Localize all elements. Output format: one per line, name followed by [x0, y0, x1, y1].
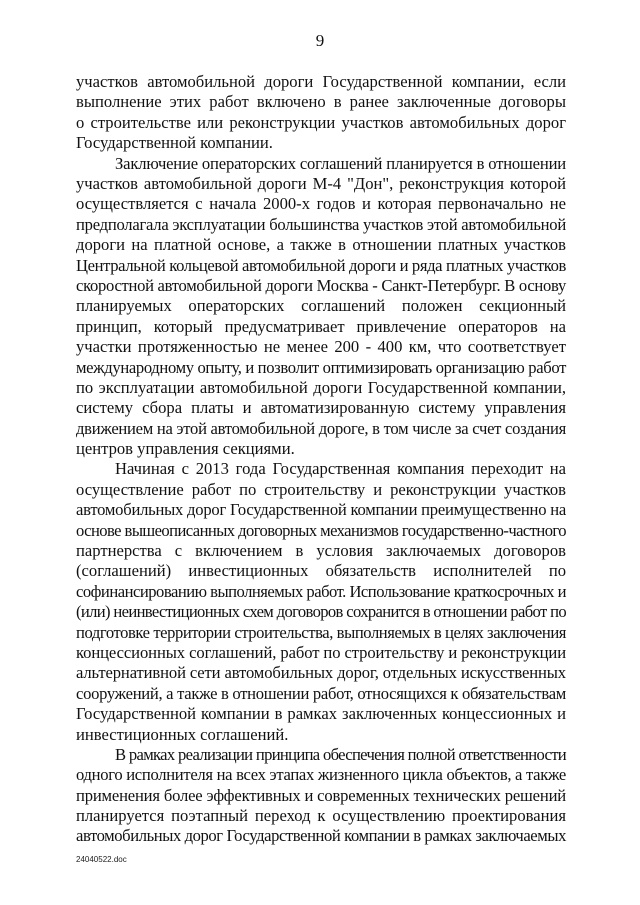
- text-line: концессионных соглашений, работ по строительству и реконструкции: [76, 642, 566, 662]
- text-line: движением на этой автомобильной дороге, в том числе за счет создания: [76, 418, 566, 438]
- text-line: основе вышеописанных договорных механизмов государственно-частного: [76, 520, 566, 540]
- text-line: участков автомобильной дороги Государственной компании, если: [76, 72, 566, 91]
- paragraph-4: [76, 745, 566, 847]
- page-number: 9: [315, 31, 325, 50]
- text-line: софинансированию выполняемых работ. Использование краткосрочных и: [76, 581, 566, 601]
- text-line: Начиная с 2013 года Государственная компания переходит на: [115, 459, 566, 479]
- text-line: автомобильных дорог Государственной компании в рамках заключаемых: [76, 826, 566, 846]
- text-line: автомобильных дорог Государственной компании преимущественно на: [76, 500, 566, 520]
- text-line: одного исполнителя на всех этапах жизненного цикла объектов, а также: [76, 765, 566, 785]
- text-line: систему сбора платы и автоматизированную систему управления: [76, 398, 566, 418]
- text-line: о строительстве или реконструкции участков автомобильных дорог: [76, 112, 566, 132]
- text-line: участки протяженностью не менее 200 - 400 км, что соответствует: [76, 337, 566, 357]
- paragraph-1: [76, 72, 566, 154]
- text-line: осуществляется с начала 2000-х годов и которая первоначально не: [76, 194, 566, 214]
- text-line: планируется поэтапный переход к осуществлению проектирования: [76, 806, 566, 826]
- text-line: инвестиционных соглашений.: [76, 724, 289, 744]
- text-line: В рамках реализации принципа обеспечения полной ответственности: [115, 744, 566, 764]
- paragraph-2: [76, 154, 566, 460]
- text-line: подготовке территории строительства, выполняемых в целях заключения: [76, 622, 566, 642]
- text-line: дороги на платной основе, а также в отношении платных участков: [76, 235, 566, 255]
- text-line: принцип, который предусматривает привлечение операторов на: [76, 316, 566, 336]
- text-line: международному опыту, и позволит оптимизировать организацию работ: [76, 357, 566, 377]
- footer-filename: 24040522.doc: [76, 855, 127, 864]
- text-line: осуществление работ по строительству и реконструкции участков: [76, 479, 566, 499]
- text-line: (или) неинвестиционных схем договоров сохранится в отношении работ по: [76, 602, 566, 622]
- text-line: (соглашений) инвестиционных обязательств исполнителей по: [76, 561, 566, 581]
- text-line: партнерства с включением в условия заключаемых договоров: [76, 541, 566, 561]
- text-line: применения более эффективных и современных технических решений: [76, 785, 566, 805]
- document-body: [76, 72, 566, 847]
- paragraph-3: [76, 459, 566, 744]
- text-line: Государственной компании.: [76, 133, 273, 153]
- text-line: предполагала эксплуатации большинства участков этой автомобильной: [76, 214, 566, 234]
- text-line: Центральной кольцевой автомобильной дороги и ряда платных участков: [76, 255, 566, 275]
- text-line: планируемых операторских соглашений положен секционный: [76, 296, 566, 316]
- text-line: Заключение операторских соглашений планируется в отношении: [115, 153, 566, 173]
- text-line: сооружений, а также в отношении работ, относящихся к обязательствам: [76, 683, 566, 703]
- text-line: скоростной автомобильной дороги Москва - Санкт-Петербург. В основу: [76, 275, 566, 295]
- text-line: Государственной компании в рамках заключенных концессионных и: [76, 704, 566, 724]
- text-line: альтернативной сети автомобильных дорог, отдельных искусственных: [76, 663, 566, 683]
- text-line: участков автомобильной дороги М-4 "Дон", реконструкция которой: [76, 173, 566, 193]
- text-line: выполнение этих работ включено в ранее заключенные договоры: [76, 92, 566, 112]
- text-line: центров управления секциями.: [76, 439, 295, 459]
- text-line: по эксплуатации автомобильной дороги Государственной компании,: [76, 377, 566, 397]
